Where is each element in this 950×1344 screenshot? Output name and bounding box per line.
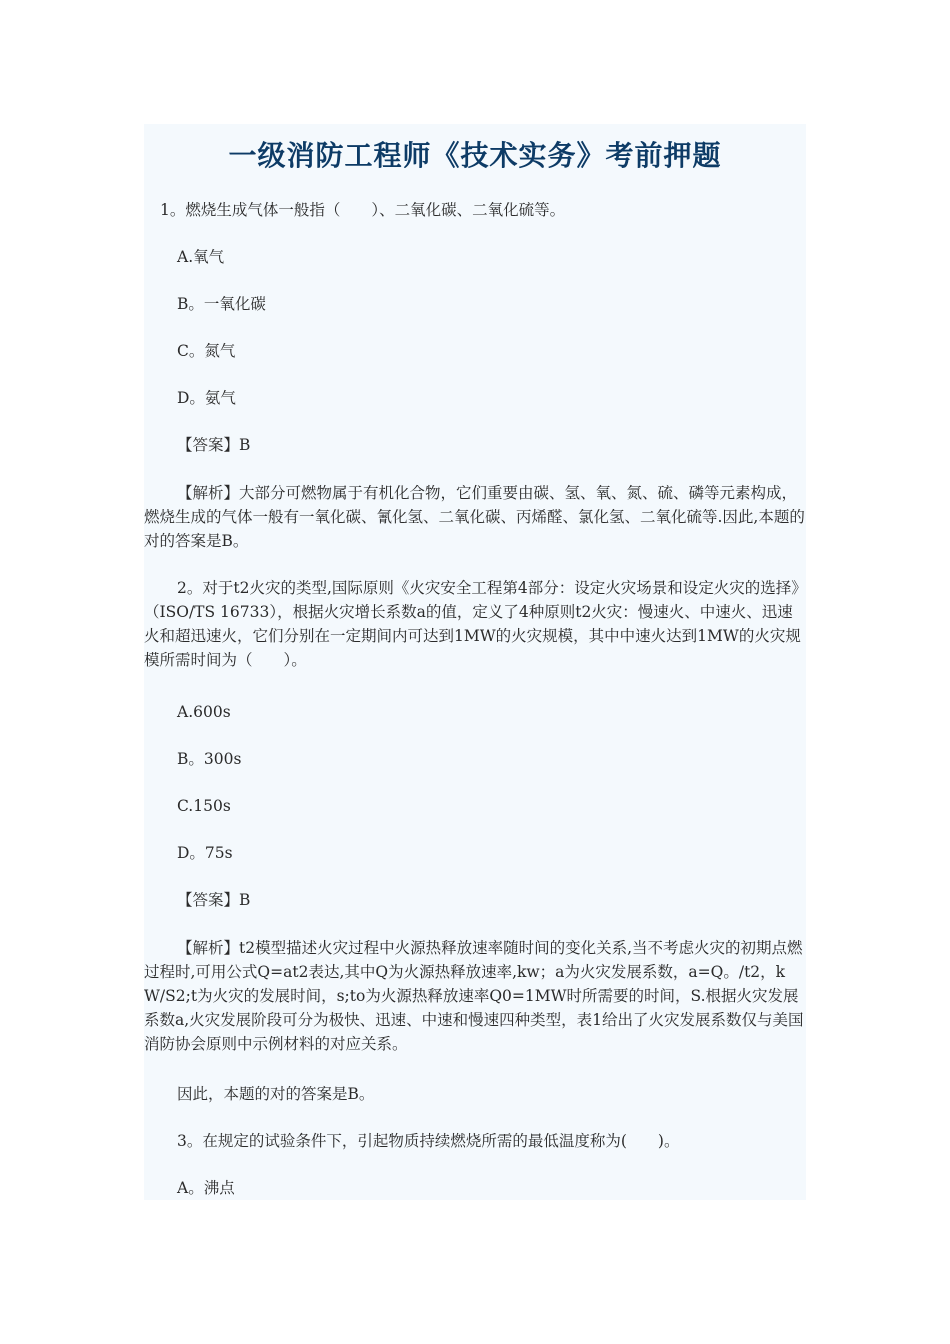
question-2-option-c: C.150s — [177, 797, 231, 815]
question-2-conclusion: 因此，本题的对的答案是B。 — [177, 1085, 375, 1103]
question-1-option-c: C。氮气 — [177, 342, 236, 360]
question-1-stem: 1。燃烧生成气体一般指（ ）、二氧化碳、二氧化硫等。 — [160, 201, 566, 219]
question-2-option-b: B。300s — [177, 750, 242, 768]
question-2-option-d: D。75s — [177, 844, 233, 862]
question-2-option-a: A.600s — [177, 703, 231, 721]
document-title: 一级消防工程师《技术实务》考前押题 — [228, 139, 722, 172]
question-2-analysis: 【解析】t2模型描述火灾过程中火源热释放速率随时间的变化关系,当不考虑火灾的初期点燃过程时,可用公式Q=at2表达,其中Q为火源热释放速率,kw；a为火灾发展系数，a=Q。/t2，kW/S2;t为火灾的发展时间，s;to为火源热释放速率Q0=1MW时所需要的时间，S.根据火灾发展系数a,火灾发展阶段可分为极快、迅速、中速和慢速四种类型，表1给出了火灾发展系数仅与美国消防协会原则中示例材料的对应关系。 — [144, 939, 804, 1053]
question-2-stem: 2。对于t2火灾的类型,国际原则《火灾安全工程第4部分：设定火灾场景和设定火灾的选择》（ISO/TS 16733），根据火灾增长系数a的值，定义了4种原则t2火灾：慢速火、中速火、迅速火和超迅速火，它们分别在一定期间内可达到1MW的火灾规模，其中中速火达到1MW的火灾规模所需时间为（ ）。 — [144, 579, 801, 669]
question-3-stem: 3。在规定的试验条件下，引起物质持续燃烧所需的最低温度称为( )。 — [177, 1132, 680, 1150]
document-page — [144, 124, 806, 1200]
question-1-answer: 【答案】B — [177, 436, 251, 454]
question-1-option-b: B。一氧化碳 — [177, 295, 266, 313]
question-2-answer: 【答案】B — [177, 891, 251, 909]
question-1-option-d: D。氨气 — [177, 389, 236, 407]
question-1-analysis: 【解析】大部分可燃物属于有机化合物，它们重要由碳、氢、氧、氮、硫、磷等元素构成，燃烧生成的气体一般有一氧化碳、氰化氢、二氧化碳、丙烯醛、氯化氢、二氧化硫等.因此,本题的对的答案是B。 — [144, 484, 805, 550]
question-3-option-a: A。沸点 — [177, 1179, 235, 1197]
question-1-option-a: A.氧气 — [177, 248, 225, 266]
